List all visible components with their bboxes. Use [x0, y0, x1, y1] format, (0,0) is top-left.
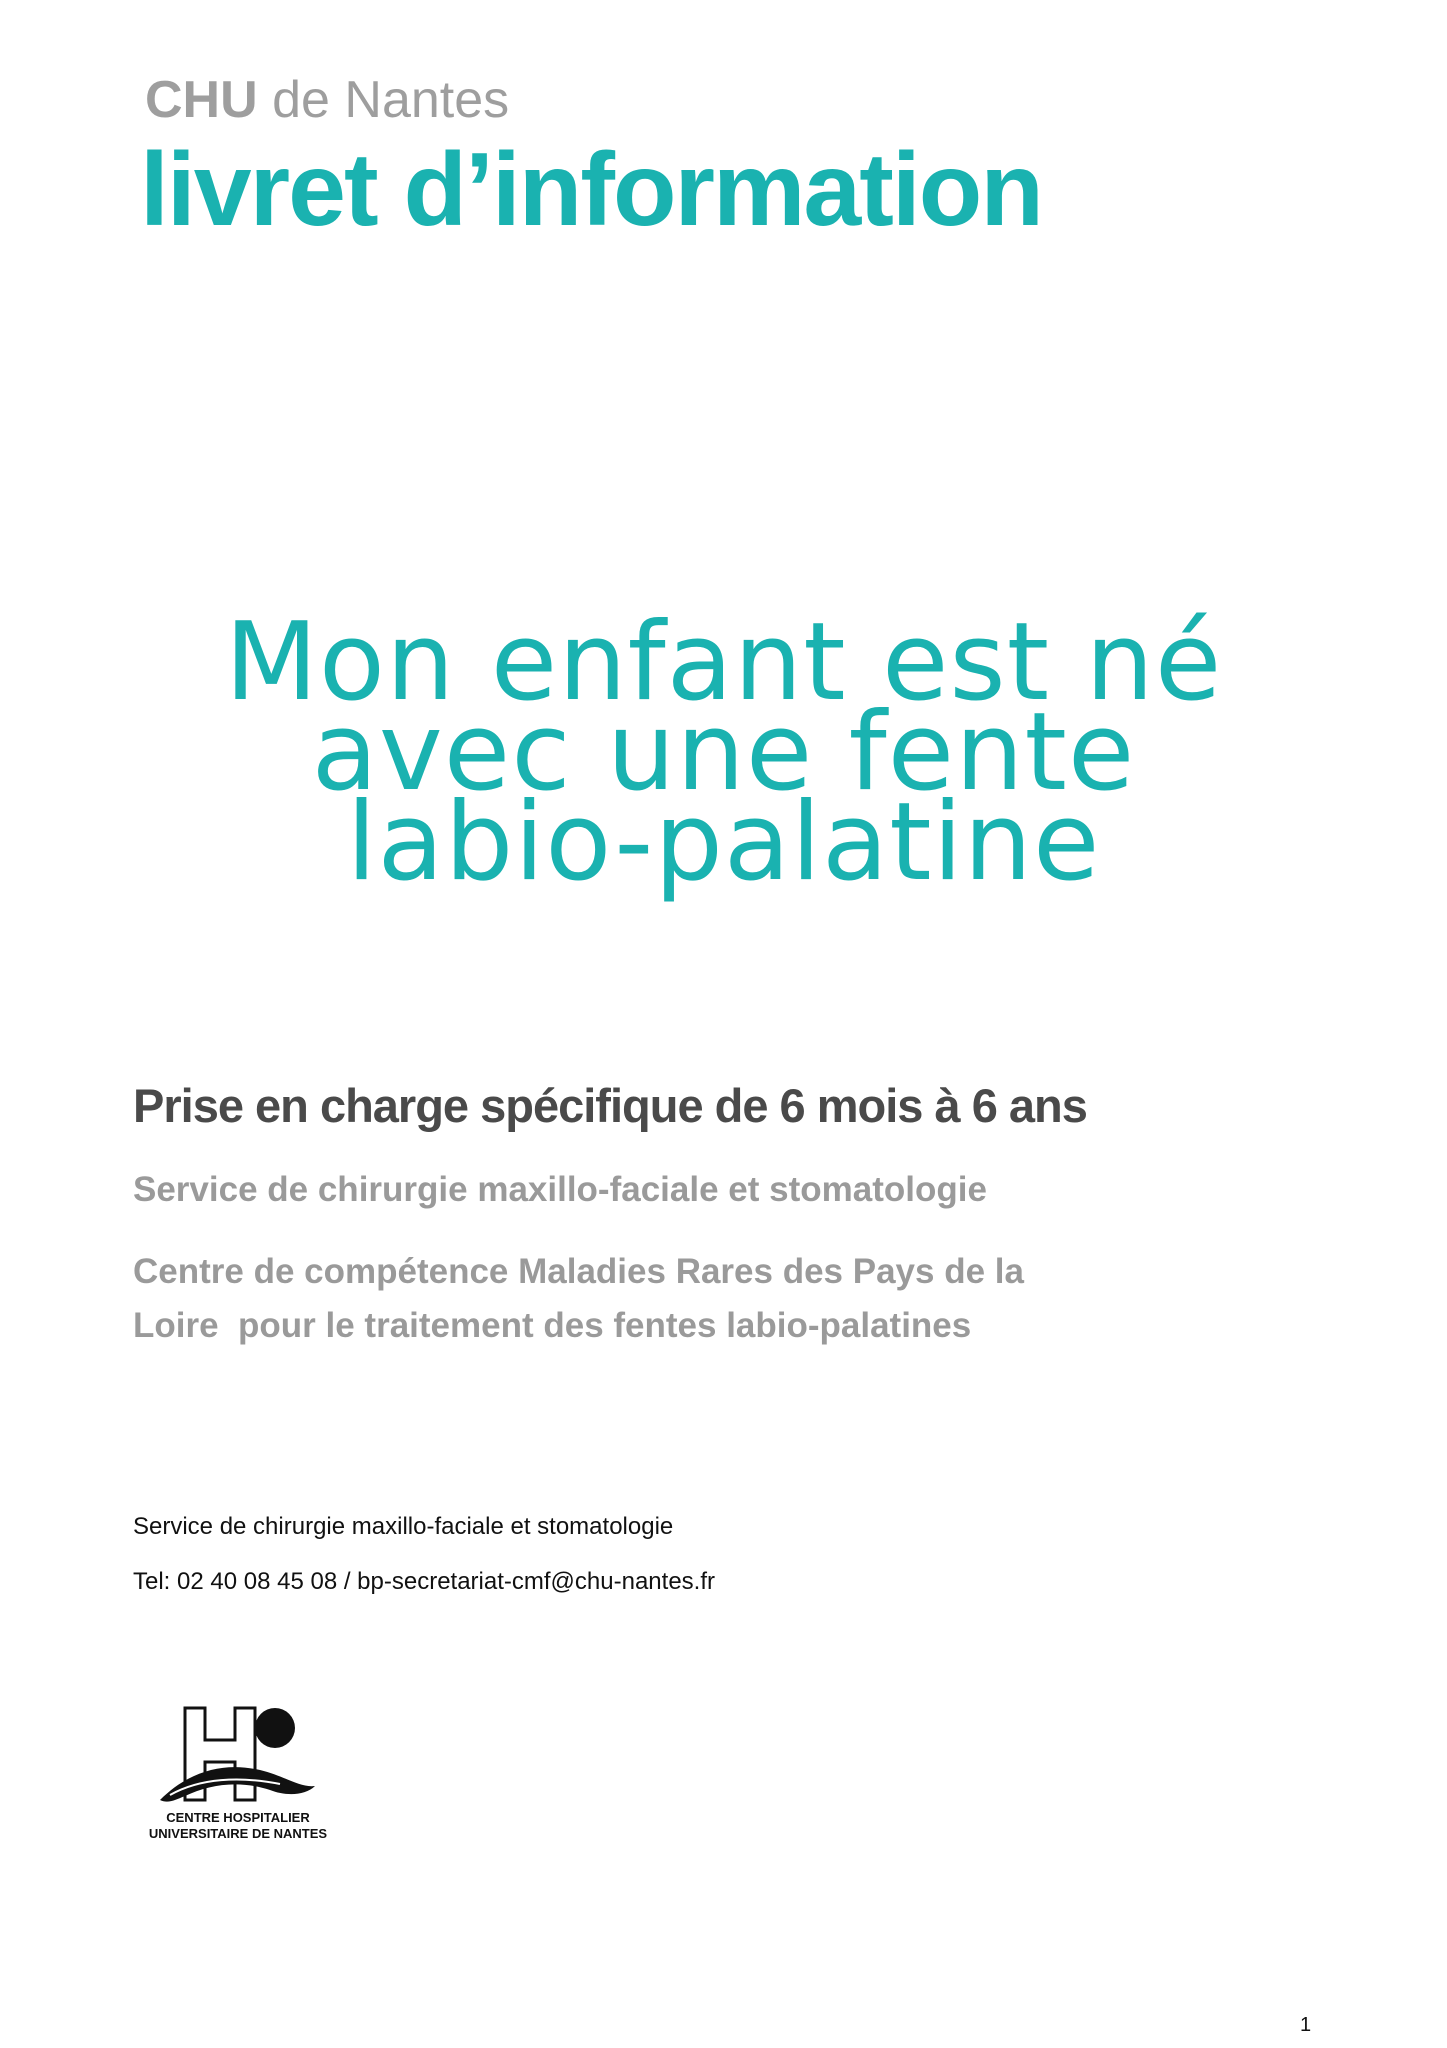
centre-description	[133, 1245, 1024, 1353]
main-title-line-3: labio-palatine	[346, 780, 1101, 905]
main-title-line-1: Mon enfant est né	[224, 600, 1223, 725]
main-title-line-2: avec une fente	[311, 690, 1136, 815]
centre-line-2: Loire pour le traitement des fentes labio-palatines	[133, 1306, 972, 1345]
organization-name-bold: CHU	[145, 71, 258, 129]
logo-caption	[128, 1810, 348, 1842]
page-number: 1	[1300, 2014, 1312, 2036]
contact-service: Service de chirurgie maxillo-faciale et stomatologie	[133, 1513, 674, 1540]
organization-name-rest: de Nantes	[257, 71, 510, 129]
service-name: Service de chirurgie maxillo-faciale et stomatologie	[133, 1170, 987, 1209]
booklet-label: livret d’information	[140, 132, 1042, 248]
logo-caption-line-2: UNIVERSITAIRE DE NANTES	[148, 1826, 328, 1841]
subtitle: Prise en charge spécifique de 6 mois à 6 ans	[133, 1079, 1087, 1132]
logo-caption-line-1: CENTRE HOSPITALIER	[166, 1810, 310, 1825]
contact-tel: Tel: 02 40 08 45 08 / bp-secretariat-cmf@chu-nantes.fr	[133, 1568, 715, 1595]
main-title	[0, 600, 1447, 905]
organization-name	[145, 71, 510, 129]
centre-line-1: Centre de compétence Maladies Rares des Pays de la	[133, 1252, 1024, 1291]
